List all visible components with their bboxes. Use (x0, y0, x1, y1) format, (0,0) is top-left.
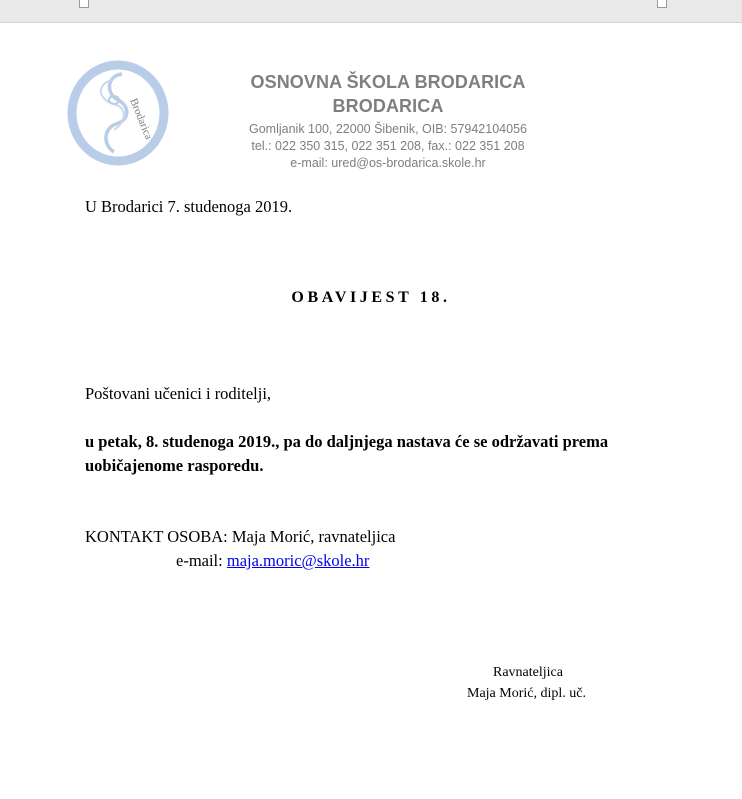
letterhead (220, 70, 556, 172)
school-name-line1: OSNOVNA ŠKOLA BRODARICA (250, 72, 526, 92)
left-indent-marker-icon[interactable] (79, 0, 89, 8)
word-toolbar-strip (0, 0, 742, 23)
school-name-line2: BRODARICA (332, 96, 444, 116)
signature-role: Ravnateljica (493, 665, 563, 680)
document-title: OBAVIJEST 18. (291, 289, 451, 306)
notice-line-2: uobičajenome rasporedu. (85, 456, 264, 475)
school-address: Gomljanik 100, 22000 Šibenik, OIB: 57942104056 (249, 122, 527, 136)
date-line: U Brodarici 7. studenoga 2019. (85, 197, 293, 216)
signature-name: Maja Morić, dipl. uč. (467, 686, 586, 701)
school-phones: tel.: 022 350 315, 022 351 208, fax.: 022 351 208 (251, 139, 525, 153)
contact-email-link[interactable]: maja.moric@skole.hr (226, 551, 370, 570)
contact-email-label: e-mail: (176, 551, 223, 570)
right-indent-marker-icon[interactable] (657, 0, 667, 8)
contact-email-line (176, 551, 369, 571)
school-logo (66, 60, 170, 166)
contact-person-line: KONTAKT OSOBA: Maja Morić, ravnateljica (85, 527, 396, 546)
greeting: Poštovani učenici i roditelji, (85, 384, 272, 403)
school-email: e-mail: ured@os-brodarica.skole.hr (290, 156, 486, 170)
notice-line-1: u petak, 8. studenoga 2019., pa do daljnjega nastava će se održavati prema (85, 432, 609, 451)
logo-lettering: Brodarica (127, 96, 155, 142)
